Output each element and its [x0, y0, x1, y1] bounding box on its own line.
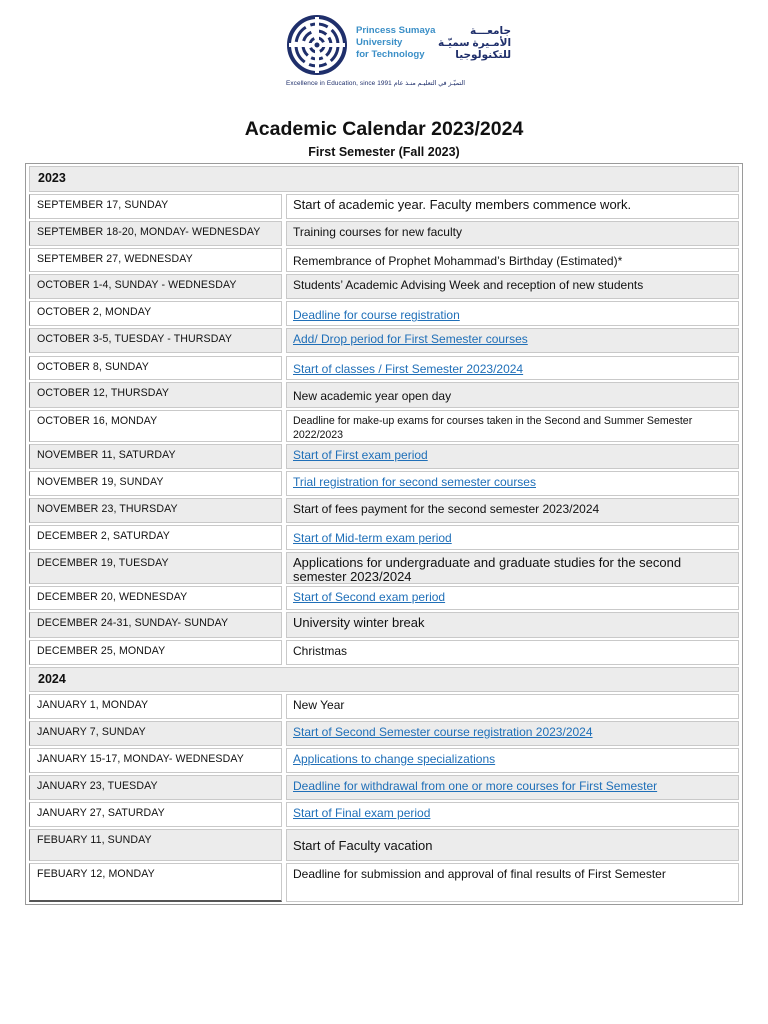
event-date: OCTOBER 3-5, TUESDAY - THURSDAY: [29, 328, 282, 353]
table-row: [29, 694, 739, 719]
event-description: Remembrance of Prophet Mohammad’s Birthday (Estimated)*: [286, 248, 739, 272]
table-row: [29, 301, 739, 326]
table-row: [29, 498, 739, 523]
event-date: JANUARY 15-17, MONDAY- WEDNESDAY: [29, 748, 282, 773]
university-logo: [286, 14, 512, 94]
event-date: NOVEMBER 19, SUNDAY: [29, 471, 282, 496]
event-link[interactable]: Start of First exam period: [286, 444, 739, 469]
event-date: DECEMBER 2, SATURDAY: [29, 525, 282, 550]
event-date: OCTOBER 1-4, SUNDAY - WEDNESDAY: [29, 274, 282, 299]
event-date: NOVEMBER 23, THURSDAY: [29, 498, 282, 523]
table-row: [29, 248, 739, 272]
event-date: DECEMBER 20, WEDNESDAY: [29, 586, 282, 610]
event-link[interactable]: Start of Second Semester course registration 2023/2024: [286, 721, 739, 746]
table-row: [29, 194, 739, 219]
event-description: Start of Faculty vacation: [286, 829, 739, 861]
event-date: FEBUARY 12, MONDAY: [29, 863, 282, 902]
event-date: JANUARY 7, SUNDAY: [29, 721, 282, 746]
year-heading: 2023: [29, 166, 739, 192]
table-row: [29, 640, 739, 665]
event-description: Deadline for make-up exams for courses taken in the Second and Summer Semester 2022/2023: [286, 410, 739, 442]
table-row: [29, 525, 739, 550]
logo-english-name: Princess Sumaya University for Technology: [356, 25, 436, 60]
event-link[interactable]: Start of Final exam period: [286, 802, 739, 827]
page-title: Academic Calendar 2023/2024: [244, 118, 524, 140]
year-row-2024: [29, 667, 739, 692]
event-date: OCTOBER 8, SUNDAY: [29, 356, 282, 380]
table-row: [29, 221, 739, 246]
logo-arabic-name: جامعـــة الأمـيرة سميّـة للتكنولوجيا: [438, 25, 512, 61]
event-date: SEPTEMBER 17, SUNDAY: [29, 194, 282, 219]
event-date: OCTOBER 12, THURSDAY: [29, 382, 282, 408]
event-link[interactable]: Deadline for withdrawal from one or more courses for First Semester: [286, 775, 739, 800]
event-link[interactable]: Add/ Drop period for First Semester courses: [286, 328, 739, 353]
event-date: SEPTEMBER 27, WEDNESDAY: [29, 248, 282, 272]
table-row: [29, 471, 739, 496]
table-row: [29, 612, 739, 638]
event-description: University winter break: [286, 612, 739, 638]
table-row: [29, 802, 739, 827]
table-row: [29, 552, 739, 584]
event-description: Christmas: [286, 640, 739, 665]
event-date: JANUARY 1, MONDAY: [29, 694, 282, 719]
table-row: [29, 748, 739, 773]
table-row: [29, 444, 739, 469]
event-date: DECEMBER 24-31, SUNDAY- SUNDAY: [29, 612, 282, 638]
table-row: [29, 863, 739, 902]
event-description: Deadline for submission and approval of final results of First Semester: [286, 863, 739, 902]
year-row-2023: [29, 166, 739, 192]
event-date: NOVEMBER 11, SATURDAY: [29, 444, 282, 469]
event-link[interactable]: Start of Mid-term exam period: [286, 525, 739, 550]
event-description: Applications for undergraduate and graduate studies for the second semester 2023/2024: [286, 552, 739, 584]
table-row: [29, 274, 739, 299]
event-description: Training courses for new faculty: [286, 221, 739, 246]
logo-tagline: Excellence in Education, since 1991 التميّـز في التعليـم منـذ عام: [286, 80, 466, 87]
event-description: Start of fees payment for the second semester 2023/2024: [286, 498, 739, 523]
event-link[interactable]: Deadline for course registration: [286, 301, 739, 326]
event-link[interactable]: Start of classes / First Semester 2023/2024: [286, 356, 739, 380]
table-row: [29, 721, 739, 746]
event-description: Start of academic year. Faculty members commence work.: [286, 194, 739, 219]
event-date: DECEMBER 25, MONDAY: [29, 640, 282, 665]
university-emblem-icon: [286, 14, 348, 76]
table-row: [29, 328, 739, 353]
event-link[interactable]: Start of Second exam period: [286, 586, 739, 610]
table-row: [29, 410, 739, 442]
table-row: [29, 586, 739, 610]
calendar-table: [25, 163, 743, 905]
year-heading: 2024: [29, 667, 739, 692]
table-row: [29, 775, 739, 800]
event-link[interactable]: Applications to change specializations: [286, 748, 739, 773]
event-date: JANUARY 23, TUESDAY: [29, 775, 282, 800]
page-subtitle: First Semester (Fall 2023): [308, 145, 460, 159]
event-date: JANUARY 27, SATURDAY: [29, 802, 282, 827]
event-date: FEBUARY 11, SUNDAY: [29, 829, 282, 861]
event-link[interactable]: Trial registration for second semester courses: [286, 471, 739, 496]
event-date: OCTOBER 2, MONDAY: [29, 301, 282, 326]
event-date: SEPTEMBER 18-20, MONDAY- WEDNESDAY: [29, 221, 282, 246]
table-row: [29, 829, 739, 861]
event-date: OCTOBER 16, MONDAY: [29, 410, 282, 442]
event-date: DECEMBER 19, TUESDAY: [29, 552, 282, 584]
event-description: New academic year open day: [286, 382, 739, 408]
table-row: [29, 382, 739, 408]
table-row: [29, 356, 739, 380]
event-description: New Year: [286, 694, 739, 719]
event-description: Students’ Academic Advising Week and reception of new students: [286, 274, 739, 299]
